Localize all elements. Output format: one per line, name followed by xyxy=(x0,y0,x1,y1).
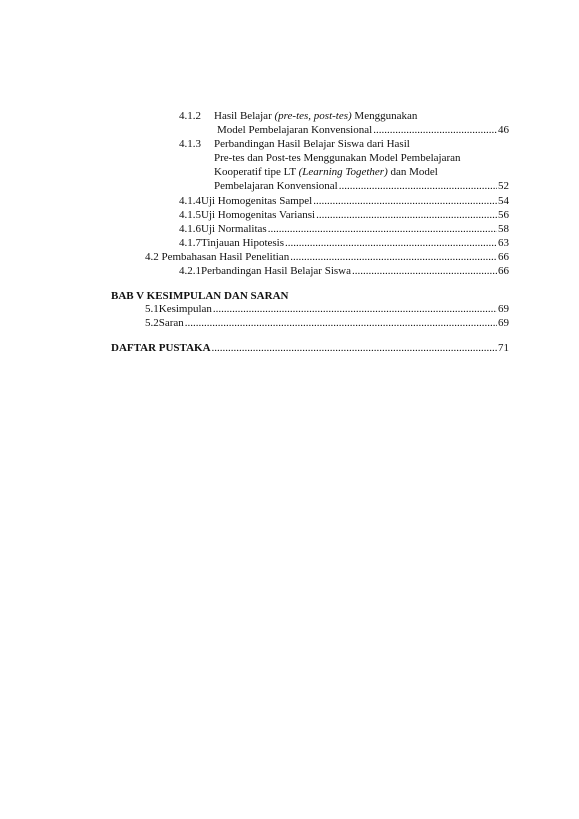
toc-page-number: 71 xyxy=(498,342,509,354)
toc-entry-title: Perbandingan Hasil Belajar Siswa xyxy=(201,265,351,277)
toc-entry-4-2-1[interactable] xyxy=(179,265,509,278)
toc-page-number: 58 xyxy=(498,223,509,235)
toc-chapter-title: DAFTAR PUSTAKA xyxy=(111,342,211,354)
toc-entry-title: Hasil Belajar (pre-tes, post-tes) Menggunakan xyxy=(214,110,418,122)
toc-entry-daftar-pustaka[interactable] xyxy=(111,342,509,355)
toc-page-number: 66 xyxy=(498,265,509,277)
toc-entry-4-1-2-line2[interactable] xyxy=(217,124,509,137)
toc-entry-title: Perbandingan Hasil Belajar Siswa dari Hasil xyxy=(214,138,410,150)
toc-page-number: 66 xyxy=(498,251,509,263)
toc-entry-4-1-5[interactable] xyxy=(179,209,509,222)
toc-entry-number: 5.1 xyxy=(145,303,159,315)
toc-page-number: 54 xyxy=(498,195,509,207)
toc-entry-title: Uji Homogenitas Variansi xyxy=(201,209,316,221)
toc-entry-title: 4.2 Pembahasan Hasil Penelitian xyxy=(145,251,290,263)
dot-leader xyxy=(316,209,497,222)
dot-leader xyxy=(185,317,497,330)
toc-entry-number: 4.1.2 xyxy=(179,110,201,122)
toc-entry-4-2[interactable] xyxy=(145,251,509,264)
dot-leader xyxy=(373,124,497,137)
toc-page-number: 63 xyxy=(498,237,509,249)
toc-entry-4-1-3-line1 xyxy=(179,138,509,151)
toc-entry-number: 4.1.5 xyxy=(179,209,201,221)
toc-entry-title: Tinjauan Hipotesis xyxy=(201,237,285,249)
toc-entry-number: 4.1.7 xyxy=(179,237,201,249)
dot-leader xyxy=(285,237,497,250)
toc-entry-5-1[interactable] xyxy=(145,303,509,316)
dot-leader xyxy=(213,303,497,316)
toc-entry-5-2[interactable] xyxy=(145,317,509,330)
toc-entry-title: Kooperatif tipe LT (Learning Together) dan Model xyxy=(214,166,438,178)
toc-entry-number: 4.1.6 xyxy=(179,223,201,235)
dot-leader xyxy=(352,265,497,278)
toc-entry-title: Model Pembelajaran Konvensional xyxy=(217,124,373,136)
toc-entry-number: 5.2 xyxy=(145,317,159,329)
toc-entry-title: Saran xyxy=(158,317,184,329)
toc-chapter-heading[interactable] xyxy=(111,290,509,303)
toc-page-number: 69 xyxy=(498,303,509,315)
toc-page-number: 46 xyxy=(498,124,509,136)
dot-leader xyxy=(268,223,497,236)
toc-entry-title: Uji Homogenitas Sampel xyxy=(201,195,313,207)
toc-entry-title: Pre-tes dan Post-tes Menggunakan Model Pembelajaran xyxy=(214,152,461,164)
toc-page-number: 52 xyxy=(498,180,509,192)
dot-leader xyxy=(290,251,497,264)
toc-entry-title: Kesimpulan xyxy=(158,303,212,315)
toc-entry-4-1-4[interactable] xyxy=(179,195,509,208)
toc-entry-4-1-3-line3 xyxy=(214,166,509,179)
toc-entry-number: 4.1.3 xyxy=(179,138,201,150)
dot-leader xyxy=(212,342,497,355)
toc-entry-4-1-6[interactable] xyxy=(179,223,509,236)
toc-entry-4-1-2-line1 xyxy=(179,110,509,123)
toc-entry-number: 4.2.1 xyxy=(179,265,201,277)
dot-leader xyxy=(313,195,497,208)
toc-entry-title: Uji Normalitas xyxy=(201,223,267,235)
toc-entry-number: 4.1.4 xyxy=(179,195,201,207)
toc-page-number: 56 xyxy=(498,209,509,221)
toc-entry-title: Pembelajaran Konvensional xyxy=(214,180,338,192)
toc-entry-4-1-3-line2 xyxy=(214,152,509,165)
dot-leader xyxy=(339,180,497,193)
toc-chapter-title: BAB V KESIMPULAN DAN SARAN xyxy=(111,290,289,302)
toc-entry-4-1-3-line4[interactable] xyxy=(214,180,509,193)
toc-page-number: 69 xyxy=(498,317,509,329)
toc-entry-4-1-7[interactable] xyxy=(179,237,509,250)
